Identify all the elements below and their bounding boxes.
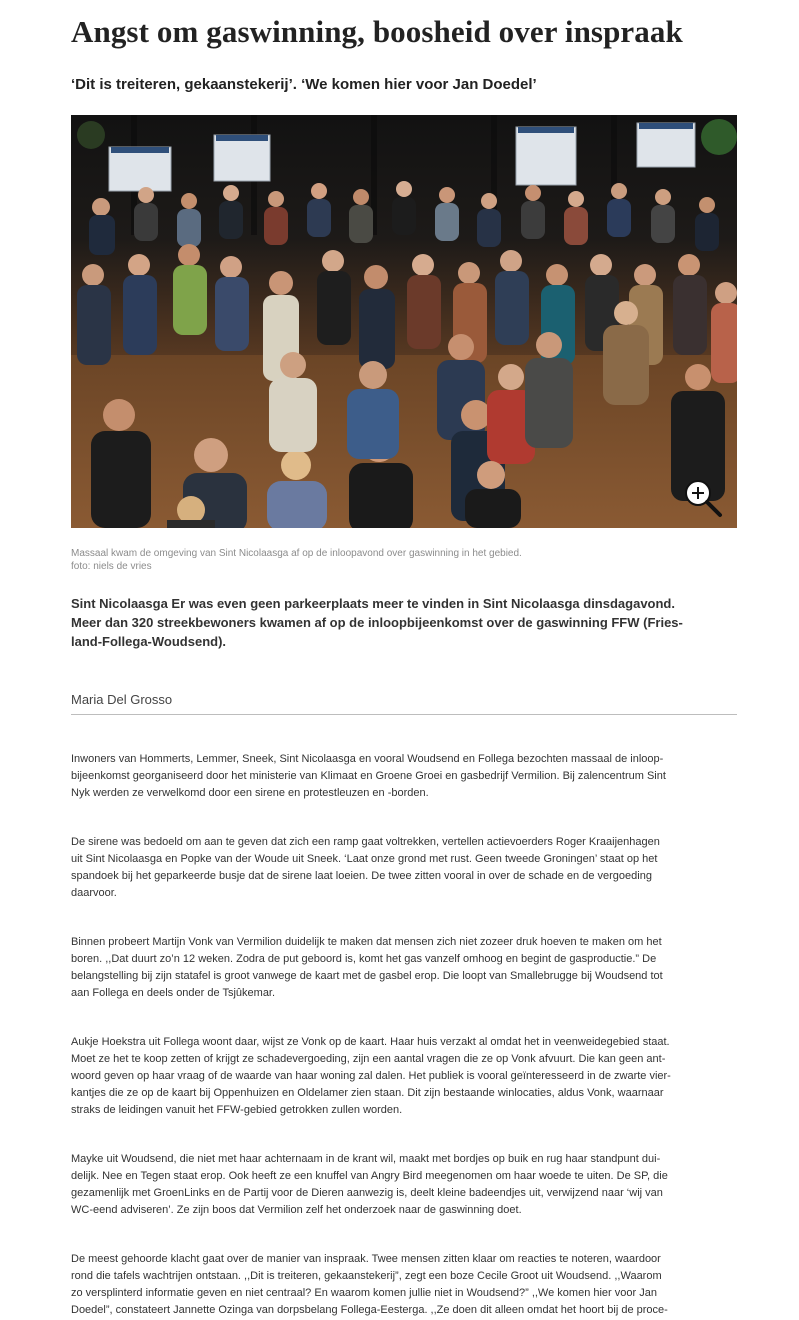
paragraph-line: woord geven op haar vraag of de waarde van haar woning zal dalen. Het publiek is vooral geïnteresseerd in de zwarte vier- [71, 1070, 671, 1082]
body-paragraph [71, 1251, 737, 1319]
article-subheadline: ‘Dit is treiteren, gekaanstekerij’. ‘We komen hier voor Jan Doedel’ [71, 76, 537, 93]
article-photo[interactable] [71, 115, 737, 528]
paragraph-line: gezamenlijk met GroenLinks en de Partij voor de Dieren aanwezig is, deelt kleine badeendjes uit, verwijzend naar ‘wij van [71, 1187, 663, 1199]
paragraph-line: De meest gehoorde klacht gaat over de manier van inspraak. Twee mensen zitten klaar om reacties te noteren, waardoor [71, 1253, 661, 1265]
paragraph-line: Mayke uit Woudsend, die niet met haar achternaam in de krant wil, maakt met bordjes op buik en rug haar standpunt dui- [71, 1153, 661, 1165]
paragraph-line: Inwoners van Hommerts, Lemmer, Sneek, Sint Nicolaasga en vooral Woudsend en Follega bezochten massaal de inloop- [71, 753, 664, 765]
paragraph-line: Doedel”, constateert Jannette Ozinga van dorpsbelang Follega-Eesterga. ,,Ze doen dit alleen omdat het hoort bij de proce- [71, 1304, 668, 1316]
paragraph-line: De sirene was bedoeld om aan te geven dat zich een ramp gaat voltrekken, vertellen actievoerders Roger Kraaijenhagen [71, 836, 660, 848]
paragraph-line: bijeenkomst georganiseerd door het ministerie van Klimaat en Groene Groei en gasbedrijf Vermilion. Bij zalencentrum Sint [71, 770, 666, 782]
body-paragraph [71, 1034, 737, 1119]
photo-caption [71, 547, 522, 573]
body-paragraph [71, 1151, 737, 1219]
article-lead [71, 594, 737, 651]
paragraph-line: straks de leidingen vanuit het FFW-gebied getrokken zullen worden. [71, 1104, 403, 1116]
caption-text: Massaal kwam de omgeving van Sint Nicolaasga af op de inloopavond over gaswinning in het gebied. [71, 548, 522, 559]
paragraph-line: aan Follega en deels onder de Tsjûkemar. [71, 987, 276, 999]
paragraph-line: Moet ze het te koop zetten of krijgt ze schadevergoeding, zijn een aantal vragen die ze op Vonk afvuurt. Die kan geen ant- [71, 1053, 666, 1065]
crowd-photo [71, 115, 737, 528]
paragraph-line: uit Sint Nicolaasga en Popke van der Woude uit Sneek. ‘Laat onze grond met rust. Geen tweede Groningen’ staat op het [71, 853, 658, 865]
paragraph-line: kantjes die ze op de kaart bij Oppenhuizen en Oldelamer zien staan. Dit zijn bestaande winlocaties, aldus Vonk, waarnaar [71, 1087, 664, 1099]
paragraph-line: Aukje Hoekstra uit Follega woont daar, wijst ze Vonk op de kaart. Haar huis verzakt al omdat het in veenweidegebied staat. [71, 1036, 670, 1048]
body-paragraph [71, 934, 737, 1002]
body-paragraph [71, 751, 737, 802]
paragraph-line: rond die tafels wachtrijen ontstaan. ,,Dit is treiteren, gekaanstekerij”, zegt een boze Cecile Groot uit Woudsend. ,,Waarom [71, 1270, 662, 1282]
paragraph-line: Binnen probeert Martijn Vonk van Vermilion duidelijk te maken dat mensen zich niet zozeer druk hoeven te maken om het [71, 936, 662, 948]
paragraph-line: zo versplinterd informatie geven en niet centraal? En waarom komen jullie niet in Woudsend?” ,,We komen hier voor Jan [71, 1287, 657, 1299]
zoom-in-icon [683, 478, 723, 518]
body-paragraph [71, 834, 737, 902]
author-byline: Maria Del Grosso [71, 692, 173, 707]
byline-divider [71, 714, 737, 715]
paragraph-line: Nyk werden ze verwelkomd door een sirene en protestleuzen en -borden. [71, 787, 429, 799]
article-headline: Angst om gaswinning, boosheid over inspraak [71, 14, 683, 49]
paragraph-line: spandoek bij het geparkeerde busje dat de sirene laat loeien. De twee zitten vooral in over de schade en de vergoeding [71, 870, 652, 882]
lead-line: Meer dan 320 streekbewoners kwamen af op de inloopbijeenkomst over de gaswinning FFW (Fries- [71, 615, 683, 630]
paragraph-line: daarvoor. [71, 887, 117, 899]
paragraph-line: delijk. Nee en Tegen staat erop. Ook heeft ze een knuffel van Angry Bird meegenomen om haar woede te uiten. De SP, die [71, 1170, 668, 1182]
lead-line: land-Follega-Woudsend). [71, 634, 227, 649]
photo-credit: foto: niels de vries [71, 561, 152, 572]
paragraph-line: belangstelling bij zijn statafel is groot vanwege de kaart met de gasbel erop. Die loopt van Smallebrugge bij Woudsend tot [71, 970, 663, 982]
paragraph-line: WC-eend adviseren’. Ze zijn boos dat Vermilion zelf het onderzoek naar de gaswinning doet. [71, 1204, 522, 1216]
paragraph-line: boren. ,,Dat duurt zo’n 12 weken. Zodra de put geboord is, komt het gas vanzelf omhoog en begint de gasproductie.” De [71, 953, 657, 965]
lead-line: Sint Nicolaasga Er was even geen parkeerplaats meer te vinden in Sint Nicolaasga dinsdagavond. [71, 596, 675, 611]
zoom-button[interactable] [683, 478, 723, 518]
